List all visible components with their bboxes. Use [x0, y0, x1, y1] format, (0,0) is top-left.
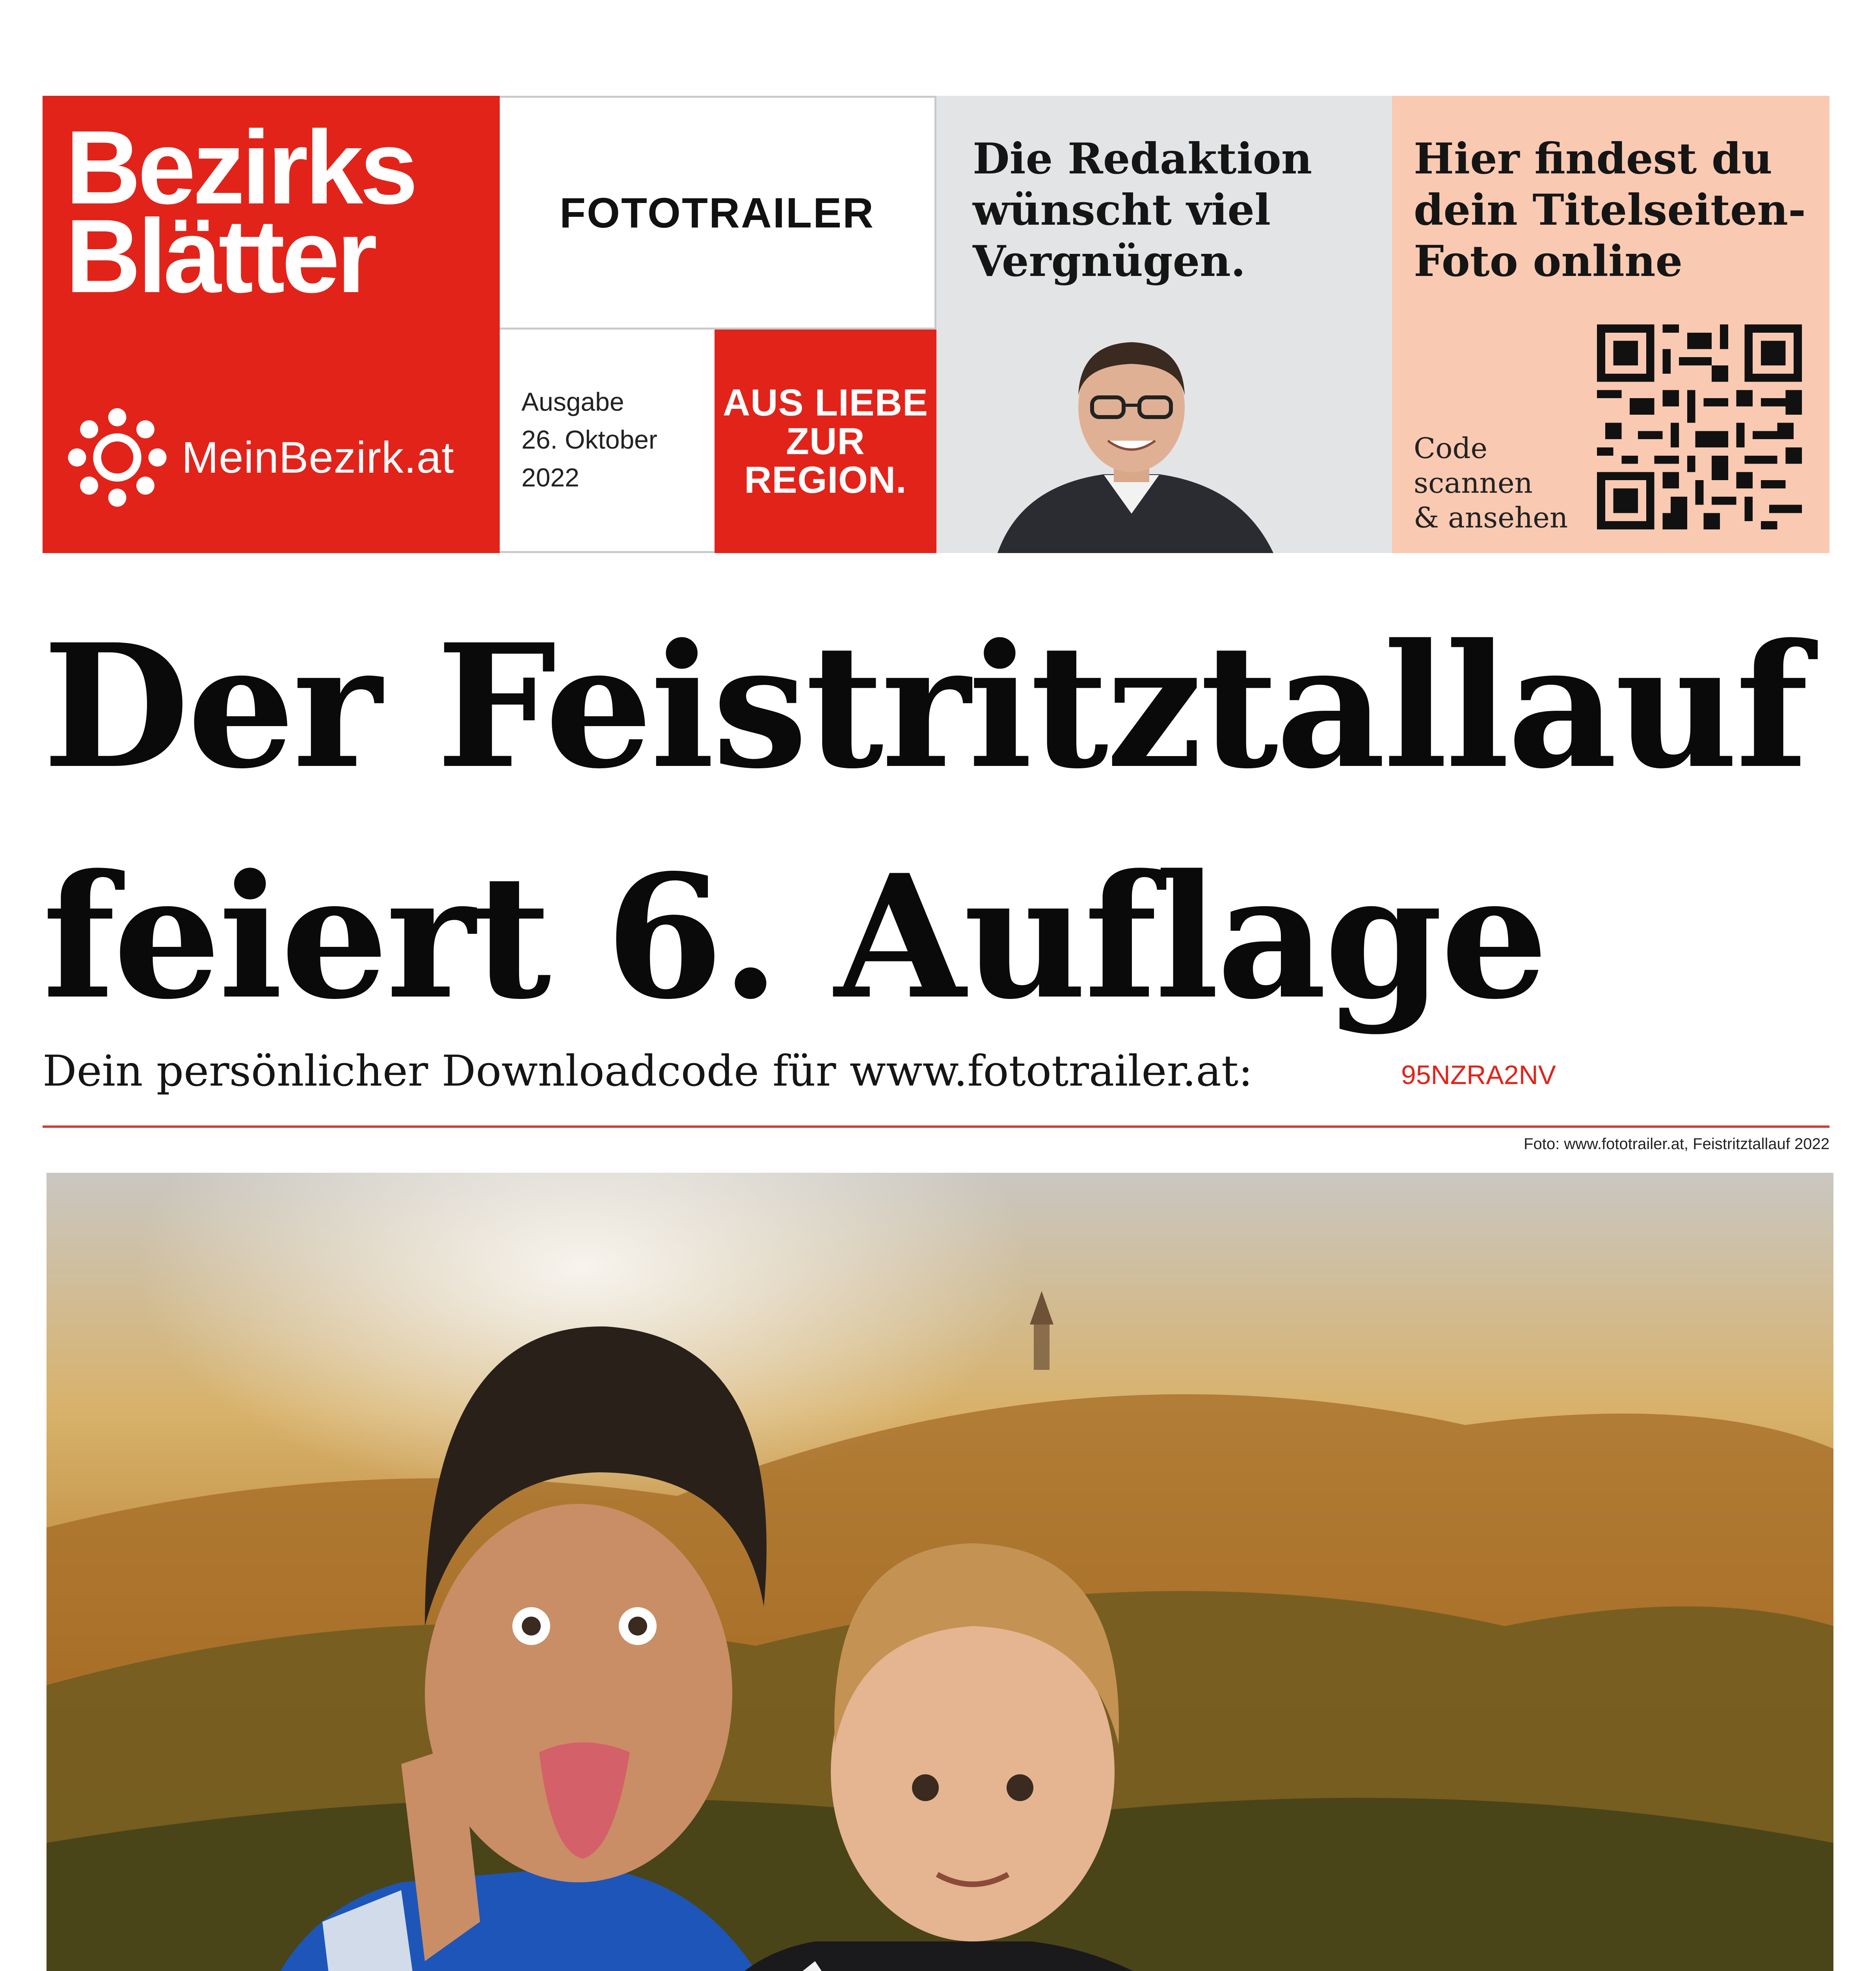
- editorial-line-2: wünscht viel: [973, 185, 1271, 235]
- brand-line-1: Bezirks: [65, 109, 415, 226]
- bezirksblaetter-logo-panel: [43, 96, 500, 553]
- meinbezirk-site: MeinBezirk.at: [182, 433, 454, 482]
- qr-line-1: Hier findest du: [1414, 134, 1772, 184]
- headline-line-1: Der Feistritztallauf: [43, 607, 1806, 806]
- issue-label: Ausgabe: [521, 387, 624, 416]
- download-code[interactable]: 95NZRA2NV: [1401, 1060, 1556, 1090]
- brand-wordmark: [65, 109, 415, 315]
- slogan-panel: [715, 330, 936, 553]
- headline: [43, 591, 1840, 1053]
- editorial-line-1: Die Redaktion: [973, 134, 1312, 184]
- qr-panel: [1392, 96, 1829, 553]
- editorial-line-3: Vergnügen.: [973, 237, 1246, 286]
- meinbezirk-logo: [67, 407, 454, 508]
- slogan-line-3: REGION.: [744, 458, 907, 501]
- qr-heading: [1414, 133, 1806, 287]
- section-label-panel: [500, 96, 936, 330]
- qr-line-3: Foto online: [1414, 237, 1683, 286]
- qr-hint-3: & ansehen: [1414, 501, 1568, 534]
- qr-hint-2: scannen: [1414, 466, 1533, 499]
- editorial-greeting: [973, 133, 1312, 287]
- issue-info: [500, 330, 715, 553]
- qr-hint-1: Code: [1414, 432, 1488, 465]
- issue-year: 2022: [521, 463, 579, 492]
- qr-line-2: dein Titelseiten-: [1414, 185, 1806, 235]
- section-label: FOTOTRAILER: [560, 189, 875, 237]
- qr-code-icon[interactable]: [1597, 324, 1802, 529]
- download-code-label: Dein persönlicher Downloadcode für www.fototrailer.at:: [43, 1047, 1253, 1096]
- meinbezirk-sun-icon: [67, 407, 168, 508]
- photo-credit: Foto: www.fototrailer.at, Feistritztallauf 2022: [1524, 1135, 1829, 1153]
- slogan-line-2: ZUR: [786, 420, 865, 462]
- slogan-line-1: AUS LIEBE: [722, 381, 929, 424]
- divider-rule: [43, 1125, 1829, 1128]
- headline-line-2: feiert 6. Auflage: [43, 838, 1546, 1037]
- editor-portrait: [974, 328, 1289, 553]
- issue-date: 26. Oktober: [521, 425, 657, 454]
- qr-hint: [1414, 431, 1568, 535]
- title-photo: [47, 1173, 1833, 1971]
- brand-line-2: Blätter: [65, 198, 374, 315]
- editorial-panel: [936, 96, 1392, 553]
